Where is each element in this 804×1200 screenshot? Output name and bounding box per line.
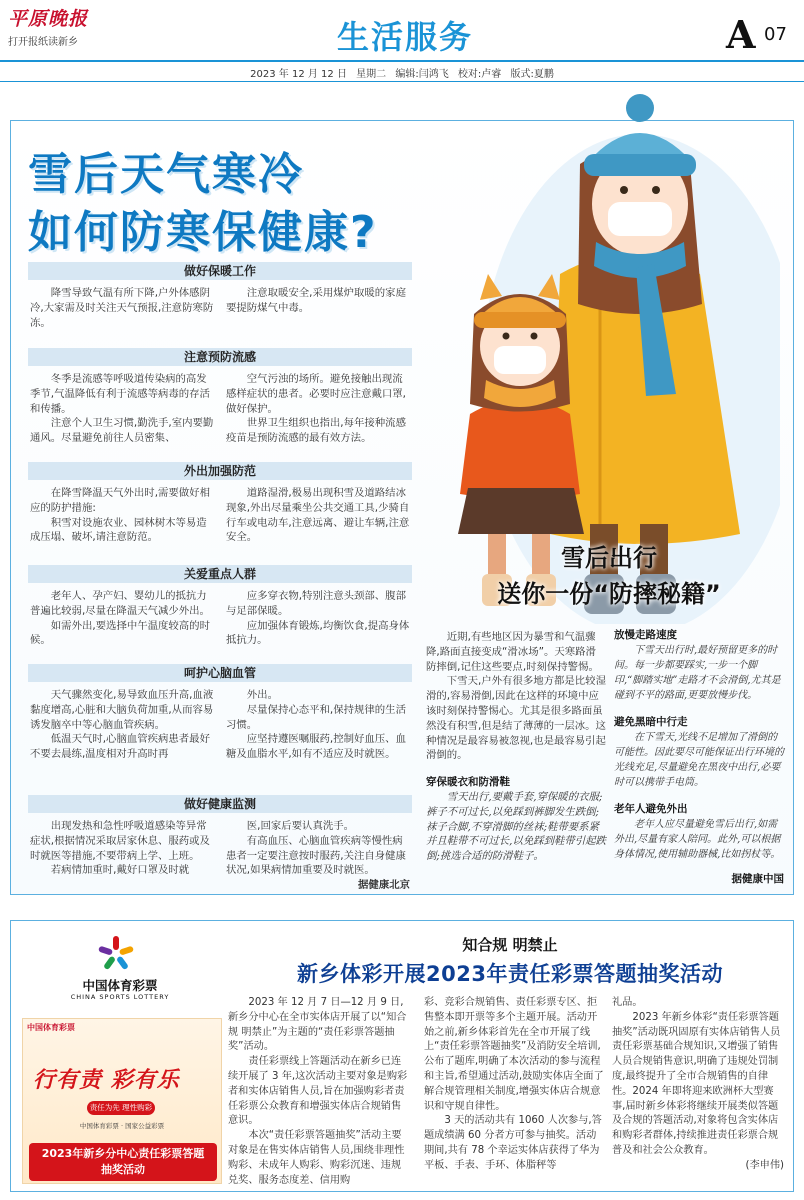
paragraph: 外出。 <box>246 689 278 701</box>
paragraph: 尽量保持心态平和,保持规律的生活习惯。 <box>226 703 406 731</box>
section-body <box>30 688 410 762</box>
article-source: 据健康中国 <box>731 873 784 885</box>
feature-headline-2: 如何防寒保健康? <box>28 207 378 258</box>
poster-slogan: 行有责 彩有乐 <box>33 1067 180 1093</box>
side-article-title <box>430 540 788 620</box>
section-heading: 做好保暖工作 <box>28 262 412 280</box>
paragraph: 出现发热和急性呼吸道感染等异常症状,根据情况采取居家休息、服药或及时就医等措施,不要带病上学、上班。 <box>30 820 210 862</box>
section-body <box>30 819 410 893</box>
paragraph: 冬季是流感等呼吸道传染病的高发季节,气温降低有利于流感等病毒的存活和传播。 <box>30 373 210 415</box>
paragraph: 3 天的活动共有 1060 人次参与,答题成绩满 60 分者方可参与抽奖。活动期间,共有 78 个幸运实体店获得了华为平板、手表、手环、体脂秤等 <box>424 1115 602 1171</box>
side-article-intro <box>426 630 606 864</box>
feature-headline-1: 雪后天气寒冷 <box>28 149 304 200</box>
dateline-rule <box>0 81 804 82</box>
poster-title-line-1: 2023年新乡分中心责任彩票答题 <box>41 1147 205 1160</box>
subheading: 避免黑暗中行走 <box>614 716 688 728</box>
lottery-column-1 <box>228 996 408 1188</box>
paragraph: 积雪对设施农业、园林树木等易造成压塌、破坏,请注意防范。 <box>30 516 207 544</box>
paragraph: 责任彩票线上答题活动在新乡已连续开展了 3 年,这次活动主要对象是购彩者和实体店销售人员,旨在加强购彩者责任彩票公众教育和增强实体店合规销售意识。 <box>228 1056 408 1127</box>
dateline-editor: 编辑:闫鸿飞 <box>395 69 449 80</box>
paragraph: 若病情加重时,戴好口罩及时就 <box>50 864 190 877</box>
section-body <box>30 372 410 446</box>
page-number: 07 <box>764 24 787 45</box>
lottery-poster <box>22 1018 222 1184</box>
masthead-rule <box>0 60 804 62</box>
paragraph: 降雪导致气温有所下降,户外体感阴冷,大家需及时关注天气预报,注意防寒防冻。 <box>30 287 214 329</box>
newspaper-logo <box>8 4 108 56</box>
paragraph: 低温天气时,心脑血管疾病患者最好不要去晨练,温度相对升高时再 <box>30 733 210 761</box>
subheading: 放慢走路速度 <box>614 629 677 641</box>
section-heading: 关爱重点人群 <box>28 565 412 583</box>
paragraph: 下雪天出行时,最好预留更多的时间。每一步都要踩实,一步一个脚印,“脚踏实地”走路才不会滑倒,尤其是碰到不平的路面,更要放慢步伐。 <box>614 645 781 701</box>
subheading: 穿保暖衣和防滑鞋 <box>426 776 510 789</box>
paragraph: 世界卫生组织也指出,每年接种流感疫苗是预防流感的最有效方法。 <box>226 417 406 445</box>
paragraph: 天气骤然变化,易导致血压升高,血液黏度增高,心脏和大脑负荷加重,从而容易诱发脑卒中等心脑血管疾病。 <box>30 689 214 731</box>
logo-slogan: 打开报纸读新乡 <box>8 37 78 48</box>
paragraph: 如需外出,要选择中午温度较高的时候。 <box>30 619 210 647</box>
paragraph: 2023 年 12 月 7 日—12 月 9 日,新乡分中心在全市实体店开展了以“知合规 明禁止”为主题的“责任彩票答题抽奖”活动。 <box>228 997 407 1053</box>
dateline <box>0 65 804 80</box>
lottery-emblem-icon <box>96 934 136 974</box>
lottery-kicker: 知合规 明禁止 <box>462 936 558 954</box>
paragraph: 注意取暖安全,采用煤炉取暖的家庭要提防煤气中毒。 <box>226 287 406 314</box>
article-source: 据健康北京 <box>358 879 410 892</box>
article-author: (李申伟) <box>745 1159 784 1171</box>
section-body <box>30 286 410 330</box>
paragraph: 礼品。 <box>612 997 643 1008</box>
paragraph: 在下雪天,光线不足增加了滑倒的可能性。因此要尽可能保证出行环境的光线充足,尽量避免在黑夜中出行,必要时可以携带手电筒。 <box>614 732 784 788</box>
paragraph: 下雪天,户外有很多地方都是比较湿滑的,容易滑倒,因此在这样的环境中应该时刻保持警惕心。尤其是很多路面虽然没有积雪,但是结了薄薄的一层冰。这种情况是最容易被忽视,也是最容易引起滑倒的。 <box>426 675 606 762</box>
paragraph: 2023 年新乡体彩“责任彩票答题抽奖”活动既巩固原有实体店销售人员责任彩票基础合规知识,又增强了销售人员合规销售意识,明确了违规处罚制度,最终提升了全市合规销售的自律性。2024 年即将迎来欧洲杯大型赛事,届时新乡体彩将继续开展类似答题及合规的答题活动,对象将包含实体店和购彩者群体,持续推进责任彩票合规普及和社会公众教育。 <box>612 1011 781 1156</box>
paragraph: 应加强体育锻炼,均衡饮食,提高身体抵抗力。 <box>226 619 410 647</box>
poster-brand: 中国体育彩票 <box>27 1023 75 1032</box>
lottery-column-2 <box>424 996 604 1174</box>
paragraph: 近期,有些地区因为暴雪和气温骤降,路面直接变成“滑冰场”。天寒路滑防摔倒,记住这些要点,时刻保持警惕。 <box>426 631 599 673</box>
paragraph: 在降雪降温天气外出时,需要做好相应的防护措施: <box>30 487 210 514</box>
paragraph: 道路湿滑,极易出现积雪及道路结冰现象,外出尽量乘坐公共交通工具,少骑自行车或电动车,注意远离、避让车辆,注意安全。 <box>226 487 410 544</box>
poster-subtag: 中国体育彩票 · 国家公益彩票 <box>79 1122 165 1130</box>
section-heading: 外出加强防范 <box>28 462 412 480</box>
section-body <box>30 486 410 545</box>
section-heading: 注意预防流感 <box>28 348 412 366</box>
poster-tag: 责任为先 理性购彩 <box>87 1101 155 1115</box>
dateline-layout: 版式:夏鹏 <box>510 69 554 80</box>
lottery-brand-en: CHINA SPORTS LOTTERY <box>70 993 170 1001</box>
paragraph: 医,回家后要认真洗手。 <box>246 820 355 832</box>
paragraph: 空气污浊的场所。避免接触出现流感样症状的患者。必要时应注意戴口罩,做好保护。 <box>226 373 406 415</box>
paragraph: 雪天出行,要戴手套,穿保暖的衣服;裤子不可过长,以免踩到裤脚发生跌倒;袜子合脚,不穿滑脚的丝袜;鞋带要系紧并且鞋带不可过长,以免踩到鞋带引起跌倒;挑选合适的防滑鞋子。 <box>426 790 606 863</box>
section-title: 生活服务 <box>336 18 473 56</box>
section-heading: 呵护心脑血管 <box>28 664 412 682</box>
paragraph: 应坚持遵医嘱服药,控制好血压、血糖及血脂水平,如有不适应及时就医。 <box>226 733 406 761</box>
paragraph: 注意个人卫生习惯,勤洗手,室内要勤通风。尽量避免前往人员密集、 <box>30 417 214 445</box>
lottery-headline: 新乡体彩开展2023年责任彩票答题抽奖活动 <box>297 962 723 986</box>
dateline-weekday: 星期二 <box>356 69 387 80</box>
lottery-brand: 中国体育彩票 <box>82 978 158 993</box>
dateline-date: 2023 年 12 月 12 日 <box>250 69 347 80</box>
paragraph: 彩、竞彩合规销售、责任彩票专区、拒售整本即开票等多个主题开展。活动开始之前,新乡体彩首先在全市开展了线上“责任彩票答题抽奖”及消防安全培训,公布了题库,明确了本次活动的参与流程和主旨,希望通过活动,鼓励实体店全面了解合规管理相关制度,增强实体店合规意识和守规自律性。 <box>424 997 604 1112</box>
paragraph: 本次“责任彩票答题抽奖”活动主要对象是在售实体店销售人员,围绕非理性购彩、未成年人购彩、购彩沉迷、违规兑奖、服务态度差、信用购 <box>228 1130 405 1186</box>
paragraph: 应多穿衣物,特别注意头颈部、腹部与足部保暖。 <box>226 590 406 617</box>
poster-title-line-2: 抽奖活动 <box>101 1163 145 1176</box>
dateline-proofreader: 校对:卢睿 <box>457 69 502 80</box>
subheading: 老年人避免外出 <box>614 803 688 815</box>
section-heading: 做好健康监测 <box>28 795 412 813</box>
paragraph: 老年人、孕产妇、婴幼儿的抵抗力普遍比较弱,尽量在降温天气减少外出。 <box>30 590 210 617</box>
logo-text: 平原晚报 <box>8 8 89 30</box>
side-title-line-2: 送你一份“防摔秘籍” <box>497 580 721 608</box>
poster-title <box>29 1143 217 1181</box>
page-letter: A <box>726 12 756 57</box>
paragraph: 有高血压、心脑血管疾病等慢性病患者一定要注意按时服药,关注自身健康状况,如果病情加重要及时就医。 <box>226 834 406 877</box>
paragraph: 老年人应尽量避免雪后出行,如需外出,尽量有家人陪同。此外,可以根据身体情况,使用辅助器械,比如拐杖等。 <box>614 819 781 860</box>
lottery-column-3 <box>612 996 784 1174</box>
side-article-tips <box>614 628 784 887</box>
side-title-line-1: 雪后出行 <box>561 544 657 572</box>
section-body <box>30 589 410 648</box>
